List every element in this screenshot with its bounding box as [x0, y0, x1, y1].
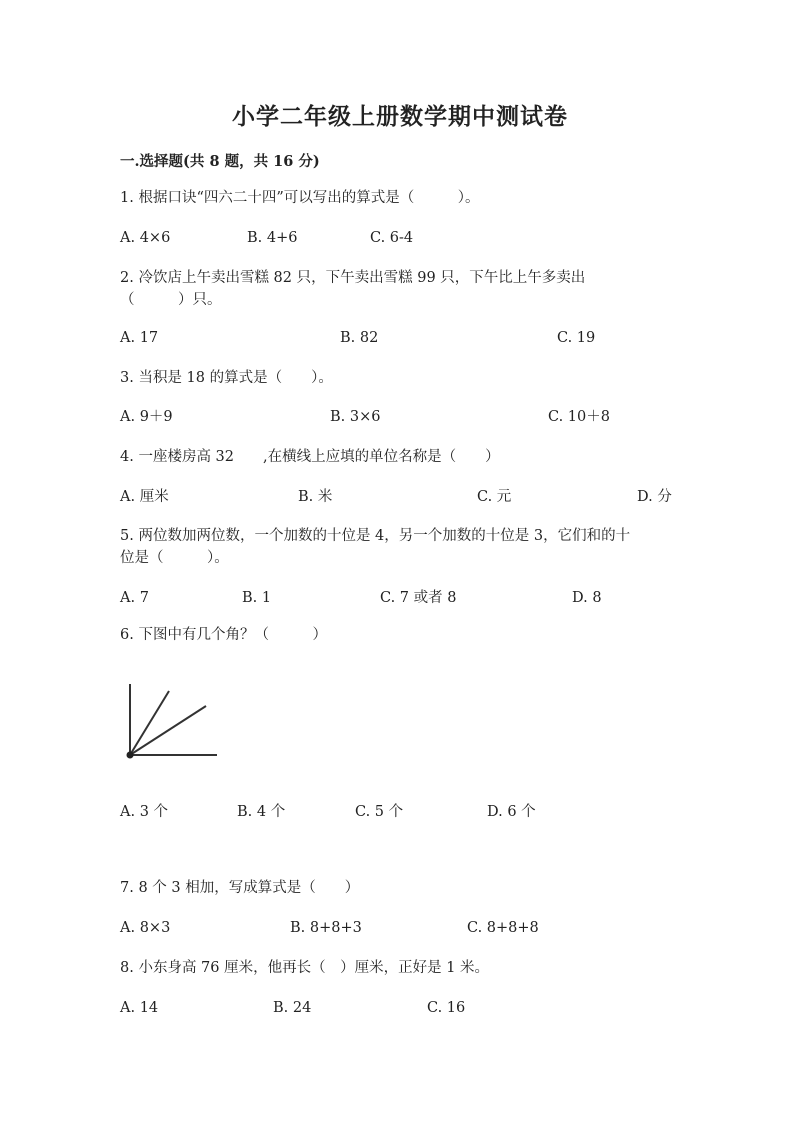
question-4-option-d: D. 分	[637, 489, 672, 505]
question-2-option-a: A. 17	[120, 330, 159, 346]
question-7-option-c: C. 8+8+8	[467, 920, 539, 936]
question-7-option-a: A. 8×3	[120, 920, 171, 936]
question-7-text: 7. 8 个 3 相加，写成算式是（ ）	[120, 880, 360, 896]
question-6-option-c: C. 5 个	[355, 804, 404, 820]
question-3-text: 3. 当积是 18 的算式是（ ）。	[120, 370, 333, 386]
question-6-option-d: D. 6 个	[487, 804, 536, 820]
question-8-option-c: C. 16	[427, 1000, 466, 1016]
angle-figure	[120, 678, 230, 768]
question-8-text: 8. 小东身高 76 厘米，他再长（ ）厘米，正好是 1 米。	[120, 960, 490, 976]
question-4-option-c: C. 元	[477, 489, 512, 505]
question-1-option-c: C. 6-4	[370, 230, 414, 246]
question-5-text-line-2: 位是（ ）。	[120, 550, 229, 566]
question-5-option-d: D. 8	[572, 590, 602, 606]
question-6-option-a: A. 3 个	[120, 804, 169, 820]
question-8-option-a: A. 14	[120, 1000, 159, 1016]
question-3-option-c: C. 10＋8	[548, 409, 610, 425]
page-title: 小学二年级上册数学期中测试卷	[232, 103, 568, 130]
question-5-option-b: B. 1	[242, 590, 272, 606]
angle-vertex	[127, 752, 134, 759]
question-5-option-a: A. 7	[120, 590, 149, 606]
question-7-option-b: B. 8+8+3	[290, 920, 362, 936]
question-2-option-c: C. 19	[557, 330, 596, 346]
question-2-text-line-2: （ ）只。	[120, 292, 222, 308]
question-4-option-b: B. 米	[298, 489, 333, 505]
question-4-option-a: A. 厘米	[120, 489, 169, 505]
question-3-option-a: A. 9＋9	[120, 409, 173, 425]
question-5-option-c: C. 7 或者 8	[380, 590, 457, 606]
question-1-text: 1. 根据口诀“四六二十四”可以写出的算式是（ ）。	[120, 190, 480, 206]
question-6-option-b: B. 4 个	[237, 804, 286, 820]
question-6-text: 6. 下图中有几个角？（ ）	[120, 627, 327, 643]
angle-ray-upper	[130, 691, 169, 755]
section-heading: 一.选择题(共 8 题，共 16 分)	[120, 153, 320, 170]
question-1-option-b: B. 4+6	[247, 230, 298, 246]
question-4-text: 4. 一座楼房高 32 ,在横线上应填的单位名称是（ ）	[120, 449, 500, 465]
question-1-option-a: A. 4×6	[120, 230, 171, 246]
question-5-text-line-1: 5. 两位数加两位数，一个加数的十位是 4，另一个加数的十位是 3，它们和的十	[120, 528, 631, 544]
question-8-option-b: B. 24	[273, 1000, 312, 1016]
question-2-option-b: B. 82	[340, 330, 379, 346]
question-2-text-line-1: 2. 冷饮店上午卖出雪糕 82 只，下午卖出雪糕 99 只，下午比上午多卖出	[120, 270, 586, 286]
angle-ray-middle	[130, 706, 206, 755]
question-3-option-b: B. 3×6	[330, 409, 381, 425]
